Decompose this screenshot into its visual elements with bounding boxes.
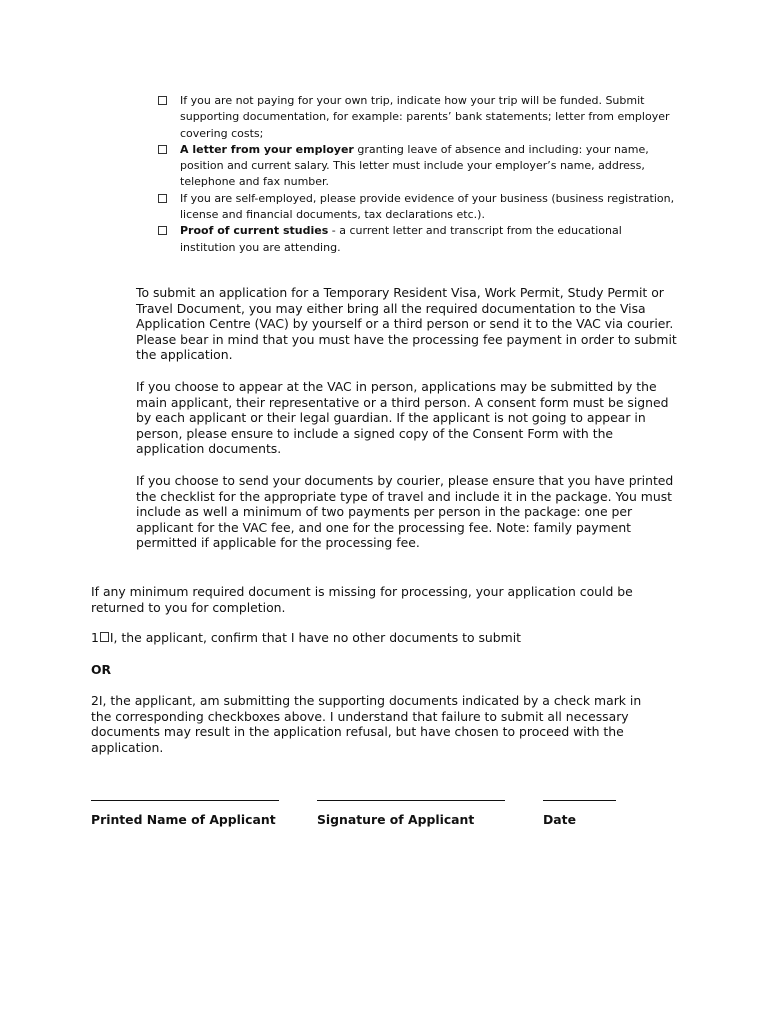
checkbox-icon[interactable] <box>158 194 167 203</box>
date-label: Date <box>543 812 576 827</box>
option-1-text: I, the applicant, confirm that I have no other documents to submit <box>109 630 522 645</box>
checkbox-icon[interactable] <box>158 226 167 235</box>
checklist-item-employer-letter <box>158 142 678 191</box>
in-person-text: If you choose to appear at the VAC in person, applications may be submitted by the main applicant, their representative or a third person. A consent form must be signed by each applicant or their legal guardian. If the applicant is not going to appear in person, please ensure to include a signed copy of the Consent Form with the application documents. <box>136 379 669 457</box>
checklist-item-text: If you are self-employed, please provide evidence of your business (business registration, license and financial documents, tax declarations etc.). <box>180 191 675 222</box>
courier-paragraph <box>136 473 681 551</box>
option-2-number: 2 <box>91 693 99 708</box>
checklist-item-text: If you are not paying for your own trip, indicate how your trip will be funded. Submit supporting documentation, for example: parents’ bank statements; letter from employer covering costs; <box>180 94 670 140</box>
missing-document-notice <box>91 584 661 615</box>
date-line[interactable] <box>543 800 616 801</box>
submission-paragraph <box>136 285 681 363</box>
signature-line[interactable] <box>317 800 505 801</box>
printed-name-label: Printed Name of Applicant <box>91 812 276 827</box>
checklist-item-text: A letter from your employer granting leave of absence and including: your name, position and current salary. This letter must include your employer’s name, address, telephone and fax number. <box>180 142 649 189</box>
option-2-text: I, the applicant, am submitting the supporting documents indicated by a check mark in the corresponding checkboxes above. I understand that failure to submit all necessary documents may result in the application refusal, but have chosen to proceed with the application. <box>91 693 642 755</box>
signature-label: Signature of Applicant <box>317 812 475 827</box>
checkbox-icon[interactable] <box>158 96 167 105</box>
option-1 <box>91 630 661 646</box>
printed-name-line[interactable] <box>91 800 279 801</box>
or-label: OR <box>91 662 112 677</box>
checklist-item-text: Proof of current studies - a current letter and transcript from the educational institution you are attending. <box>180 224 622 254</box>
option-1-number: 1 <box>91 630 99 645</box>
document-checklist <box>158 93 678 256</box>
option-2 <box>91 693 661 755</box>
checklist-item-studies <box>158 223 678 256</box>
missing-notice-text: If any minimum required document is missing for processing, your application could be returned to you for completion. <box>91 584 633 615</box>
option-1-checkbox-icon[interactable] <box>100 632 109 642</box>
checklist-item-self-employed <box>158 191 678 224</box>
checkbox-icon[interactable] <box>158 145 167 154</box>
courier-text: If you choose to send your documents by courier, please ensure that you have printed the checklist for the appropriate type of travel and include it in the package. You must include as well a minimum of two payments per person in the package: one per applicant for the VAC fee, and one for the processing fee. Note: family payment permitted if applicable for the processing fee. <box>136 473 674 551</box>
submission-text: To submit an application for a Temporary Resident Visa, Work Permit, Study Permit or Travel Document, you may either bring all the required documentation to the Visa Application Centre (VAC) by yourself or a third person or send it to the VAC via courier. Please bear in mind that you must have the processing fee payment in order to submit the application. <box>136 285 677 363</box>
checklist-item-funding <box>158 93 678 142</box>
in-person-paragraph <box>136 379 681 457</box>
